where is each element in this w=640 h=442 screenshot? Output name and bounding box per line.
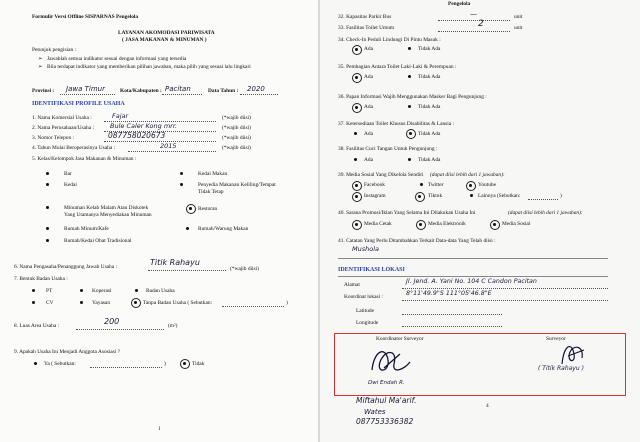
page-number: 1 bbox=[158, 426, 161, 432]
q9-label: 9. Apakah Usaha Ini Menjadi Anggota Asosiasi ? bbox=[14, 349, 120, 355]
q3-field[interactable]: 087758020673 bbox=[108, 131, 166, 140]
q38-tidak-ada[interactable]: Tidak Ada bbox=[418, 157, 441, 163]
q35-label: 35. Pembagian Antara Toilet Laki-Laki & Perempuan : bbox=[338, 64, 457, 70]
q7-label: 7. Bentuk Badan Usaha : bbox=[14, 276, 68, 282]
page-number: 4 bbox=[486, 403, 489, 409]
q39-label: 39. Media Sosial Yang Dikelola Sendiri bbox=[338, 172, 424, 178]
surveyor-name: ( Titik Rahayu ) bbox=[538, 365, 584, 372]
required-note: (*wajib diisi) bbox=[230, 266, 259, 272]
q32-label: 32. Kapasitas Parkir Bus bbox=[338, 14, 392, 20]
q40-label: 40. Sarana Promosi/Iklan Yang Selama Ini Dilakukan Usaha Ini bbox=[338, 210, 476, 216]
footer-name: Miftahul Ma'arif. bbox=[356, 396, 417, 405]
opt-yayasan[interactable]: Yayasan bbox=[92, 300, 111, 306]
opt-rumah-makan[interactable]: Rumah/Warung Makan bbox=[198, 226, 249, 232]
q34-ada-selected[interactable]: Ada bbox=[364, 46, 373, 52]
instruction-1: Jawablah semua indikator sesuai dengan informasi yang tersedia bbox=[47, 56, 187, 62]
opt-kelab-2: Yang Utamanya Menyediakan Minuman bbox=[64, 212, 152, 218]
q34-label: 34. Check-In Peduli Lindungi Di Pintu Masuk : bbox=[338, 37, 441, 43]
q1-field[interactable]: Fajar bbox=[112, 112, 129, 120]
footer-place: Wates bbox=[364, 408, 386, 416]
opt-rumah-minum[interactable]: Rumah Minum/Kafe bbox=[64, 226, 109, 232]
form-title: Formulir Versi Offline SISPARNAS Pengelola bbox=[32, 14, 139, 20]
heading-jasa: ( JASA MAKANAN & MINUMAN ) bbox=[122, 37, 207, 43]
q6-label: 6. Nama Pengasaha/Penanggung Jawab Usaha : bbox=[14, 264, 117, 270]
opt-twitter[interactable]: Twitter bbox=[428, 182, 444, 188]
alamat-label: Alamat bbox=[344, 282, 360, 288]
opt-media-sosial-selected[interactable]: Media Sosial bbox=[502, 221, 531, 227]
provinsi-label: Provinsi : bbox=[32, 88, 55, 94]
q40-note: (dapat diisi lebih dari 1 jawaban): bbox=[508, 210, 583, 216]
koordinator-name: Dwi Endah R. bbox=[368, 380, 405, 386]
q3-label: 3. Nomor Telepon : bbox=[32, 135, 75, 141]
q38-label: 38. Fasilitas Cuci Tangan Untuk Pengunjung : bbox=[338, 146, 438, 152]
q37-label: 37. Ketersediaan Toilet Khusus Disabilitas & Lansia : bbox=[338, 121, 454, 127]
koordinator-signature-icon bbox=[364, 340, 424, 380]
form-page-left: Formulir Versi Offline SISPARNAS Pengelola LAYANAN AKOMODASI PARIWISATA ( JASA MAKANAN & MINUMAN ) Petunjuk pengisian : ➢ Jawablah semua indikator sesuai dengan informasi yang tersedia ➢ Bila terdapat indikator yang memberikan pilihan jawaban, maka pilih yang sesuai lalu lingkari Provinsi : Jawa Timur Kota/Kabupaten : Pacitan Data Tahun : 2020 IDENTIFIKASI PROFILE USAHA 1. Nama Komersial Usaha : Fajar (*wajib diisi) 2. Nama Perusahaan/Usaha : Bule Caler Kong mrr. (*wajib diisi) 3. Nomor Telepon : 087758020673 (*wajib diisi) 4. Tahun Mulai Beroperasinya Usaha : 2015 (*wajib diisi) 5. Kelas/Kelompok Jasa Makanan & Minuman : Bar Kedai Makan Kedai Penyedia Makanan Keliling/Tempat Tidak Tetap Minuman Kelab Malam Atau Diskotek Yang Utamanya Menyediakan Minuman Restoran Rumah Minum/Kafe Rumah/Warung Makan Rumah/Kedai Obat Tradisional 6. Nama Pengasaha/Penanggung Jawab Usaha : Titik Rahayu (*wajib diisi) 7. Bentuk Badan Usaha : PT Koperasi Badan Usaha CV Yayasan Tanpa Badan Usaha ( Sebutkan: ) 8. Luas Area Usaha : 200 (m²) 9. Apakah Usaha Ini Menjadi Anggota Asosiasi ? Ya ( Sebutkan: ) Tidak 1 bbox=[0, 0, 318, 442]
q35-ada-selected[interactable]: Ada bbox=[364, 74, 373, 80]
opt-media-cetak-selected[interactable]: Media Cetak bbox=[364, 221, 392, 227]
opt-pt[interactable]: PT bbox=[46, 288, 53, 294]
provinsi-field[interactable]: Jawa Timur bbox=[66, 85, 105, 93]
opt-restoran-selected[interactable]: Restoran bbox=[198, 206, 218, 212]
top-header: Pengelola bbox=[448, 1, 471, 7]
required-note: (*wajib diisi) bbox=[222, 135, 251, 141]
longitude-label: Longitude bbox=[356, 320, 379, 326]
required-note: (*wajib diisi) bbox=[222, 145, 251, 151]
footer-phone: 087753336382 bbox=[356, 417, 414, 426]
surveyor-label: Surveyor bbox=[546, 336, 566, 342]
q6-field[interactable]: Titik Rahayu bbox=[150, 258, 200, 267]
q41-field[interactable]: Mushola bbox=[352, 245, 379, 253]
unit-label: unit bbox=[514, 25, 523, 31]
required-note: (*wajib diisi) bbox=[222, 125, 251, 131]
q2-label: 2. Nama Perusahaan/Usaha : bbox=[32, 125, 94, 131]
q36-tidak-ada[interactable]: Tidak Ada bbox=[418, 104, 441, 110]
opt-bar[interactable]: Bar bbox=[64, 171, 72, 177]
opt-cv[interactable]: CV bbox=[46, 300, 54, 306]
opt-badan-usaha[interactable]: Badan Usaha bbox=[146, 288, 175, 294]
q8-field[interactable]: 200 bbox=[104, 317, 120, 326]
opt-instagram-selected[interactable]: Instagram bbox=[364, 193, 386, 199]
q37-tidak-ada-selected[interactable]: Tidak Ada bbox=[418, 131, 441, 137]
q34-tidak-ada[interactable]: Tidak Ada bbox=[418, 46, 441, 52]
heading-layanan: LAYANAN AKOMODASI PARIWISATA bbox=[118, 30, 215, 36]
opt-media-elektronik-selected[interactable]: Media Elektronik bbox=[428, 221, 466, 227]
koordinator-label: Koordinator Surveyor bbox=[376, 336, 424, 342]
instructions-label: Petunjuk pengisian : bbox=[32, 47, 77, 53]
kota-label: Kota/Kabupaten : bbox=[120, 88, 162, 94]
q8-unit: (m²) bbox=[168, 323, 178, 329]
opt-penyedia[interactable]: Penyedia Makanan Keliling/Tempat bbox=[198, 182, 276, 188]
q37-ada[interactable]: Ada bbox=[364, 131, 373, 137]
opt-koperasi[interactable]: Koperasi bbox=[92, 288, 112, 294]
required-note: (*wajib diisi) bbox=[222, 115, 251, 121]
section-profile: IDENTIFIKASI PROFILE USAHA bbox=[32, 101, 125, 107]
opt-penyedia-2: Tidak Tetap bbox=[198, 189, 224, 195]
koordinat-label: Koordinat lokasi : bbox=[344, 294, 383, 300]
q36-ada-selected[interactable]: Ada bbox=[364, 104, 373, 110]
surveyor-signature-icon bbox=[556, 340, 596, 368]
q41-label: 41. Catatan Yang Perlu Ditambahkan Terkait Data-data Yang Telah diisi : bbox=[338, 238, 496, 244]
tahun-field[interactable]: 2020 bbox=[247, 85, 265, 93]
opt-facebook-selected[interactable]: Facebook bbox=[364, 182, 385, 188]
arrow-icon: ➢ bbox=[38, 56, 43, 62]
q35-tidak-ada[interactable]: Tidak Ada bbox=[418, 74, 441, 80]
form-page-right: Pengelola 32. Kapasitas Parkir Bus — unit 33. Fasilitas Toilet Umum 2 unit 34. Check-In Peduli Lindungi Di Pintu Masuk : Ada Tidak Ada 35. Pembagian Antara Toilet Laki-Laki & Perempuan : Ada Tidak Ada 36. Papan Informasi Wajib Menggunakan Masker Bagi Pengunjung : Ada Tidak Ada 37. Ketersediaan Toilet Khusus Disabilitas & Lansia : Ada Tidak Ada 38. Fasilitas Cuci Tangan Untuk Pengunjung : Ada Tidak Ada 39. Media Sosial Yang Dikelola Sendiri (dapat diisi lebih dari 1 jawaban): Facebook Twitter Youtube Instagram Tiktok Lainnya (Sebutkan: ) 40. Sarana Promosi/Iklan Yang Selama Ini Dilakukan Usaha Ini (dapat diisi lebih dari 1 jawaban): Media Cetak Media Elektronik Media Sosial 41. Catatan Yang Perlu Ditambahkan Terkait Data-data Yang Telah diisi : Mushola IDENTIFIKASI LOKASI Alamat Jl. Jend. A. Yani No. 104 C Candon Pacitan Koordinat lokasi : 8°11'49.9"S 111°05'46.8"E Latitude Longitude Koordinator Surveyor Dwi Endah R. Surveyor ( Titik Rahayu ) Miftahul Ma'arif. Wates 087753336382 4 bbox=[320, 0, 640, 442]
q1-label: 1. Nama Komersial Usaha : bbox=[32, 115, 92, 121]
opt-lainnya[interactable]: Lainnya (Sebutkan: bbox=[478, 193, 521, 199]
q36-label: 36. Papan Informasi Wajib Menggunakan Masker Bagi Pengunjung : bbox=[338, 94, 487, 100]
koordinat-field[interactable]: 8°11'49.9"S 111°05'46.8"E bbox=[406, 290, 492, 297]
opt-tiktok-selected[interactable]: Tiktok bbox=[428, 193, 443, 199]
opt-tanpa-badan-selected[interactable]: Tanpa Badan Usaha ( Sebutkan: bbox=[143, 300, 213, 306]
q39-note: (dapat diisi lebih dari 1 jawaban): bbox=[430, 172, 505, 178]
opt-kedai[interactable]: Kedai bbox=[64, 182, 77, 188]
arrow-icon: ➢ bbox=[38, 64, 43, 70]
section-lokasi: IDENTIFIKASI LOKASI bbox=[338, 267, 405, 273]
q32-field[interactable]: — bbox=[470, 10, 477, 18]
opt-kedai-makan[interactable]: Kedai Makan bbox=[198, 171, 228, 177]
opt-tidak-selected[interactable]: Tidak bbox=[192, 361, 205, 367]
kota-field[interactable]: Pacitan bbox=[165, 85, 191, 93]
tahun-label: Data Tahun : bbox=[208, 88, 239, 94]
q33-field[interactable]: 2 bbox=[478, 19, 484, 29]
q38-ada[interactable]: Ada bbox=[364, 157, 373, 163]
q2-field[interactable]: Bule Caler Kong mrr. bbox=[110, 122, 177, 130]
opt-youtube-selected[interactable]: Youtube bbox=[478, 182, 497, 188]
instruction-2: Bila terdapat indikator yang memberikan pilihan jawaban, maka pilih yang sesuai lalu lingkari bbox=[47, 64, 251, 70]
unit-label: unit bbox=[514, 14, 523, 20]
opt-rumah-kedai[interactable]: Rumah/Kedai Obat Tradisional bbox=[64, 238, 132, 244]
q4-label: 4. Tahun Mulai Beroperasinya Usaha : bbox=[32, 145, 116, 151]
q4-field[interactable]: 2015 bbox=[160, 142, 177, 150]
q8-label: 8. Luas Area Usaha : bbox=[14, 323, 60, 329]
alamat-field[interactable]: Jl. Jend. A. Yani No. 104 C Candon Pacitan bbox=[406, 278, 537, 285]
q5-label: 5. Kelas/Kelompok Jasa Makanan & Minuman : bbox=[32, 156, 137, 162]
latitude-label: Latitude bbox=[356, 308, 374, 314]
q33-label: 33. Fasilitas Toilet Umum bbox=[338, 25, 395, 31]
opt-ya[interactable]: Ya ( Sebutkan: bbox=[44, 361, 76, 367]
opt-kelab[interactable]: Minuman Kelab Malam Atau Diskotek bbox=[64, 205, 149, 211]
